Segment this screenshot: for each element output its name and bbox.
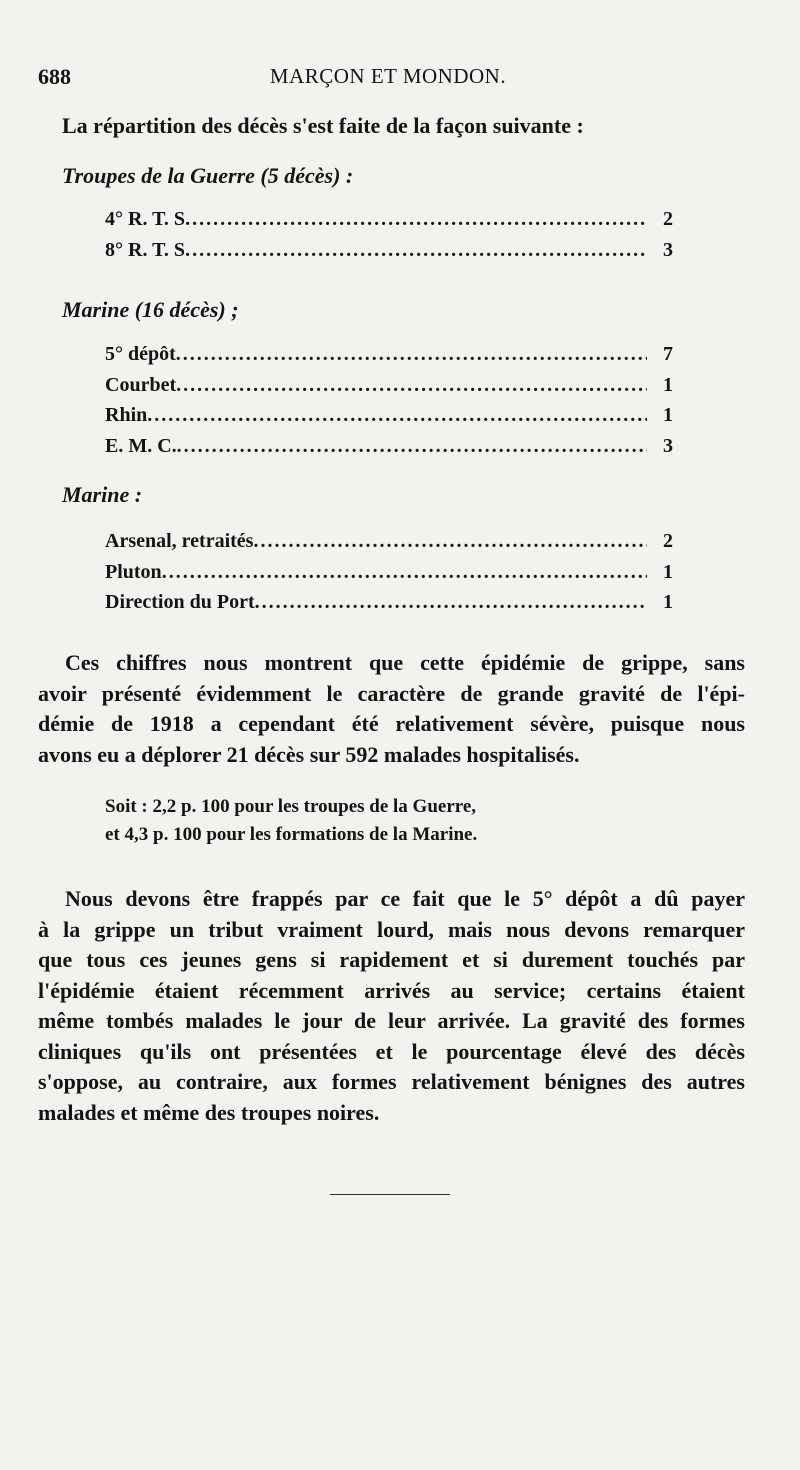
list-item xyxy=(105,530,673,561)
item-value: 7 xyxy=(663,343,673,365)
item-value: 1 xyxy=(663,591,673,613)
rate-line: et 4,3 p. 100 pour les formations de la Marine. xyxy=(105,824,478,845)
item-label: Direction du Port xyxy=(105,591,255,613)
dot-leader xyxy=(255,591,647,614)
text-line: s'oppose, au contraire, aux formes relativement bénignes des autres xyxy=(38,1069,745,1094)
text-line: même tombés malades le jour de leur arrivée. La gravité des formes xyxy=(38,1008,745,1033)
dot-leader xyxy=(185,239,647,262)
page-number: 688 xyxy=(38,64,71,89)
item-label: 4° R. T. S xyxy=(105,208,186,230)
text-line: Ces chiffres nous montrent que cette épidémie de grippe, sans xyxy=(65,650,745,675)
text-line: que tous ces jeunes gens si rapidement et si durement touchés par xyxy=(38,947,745,972)
item-label: E. M. C. xyxy=(105,434,177,457)
dot-leader xyxy=(176,374,647,397)
item-label: Rhin xyxy=(105,404,148,426)
item-value: 1 xyxy=(663,560,673,583)
text-line: à la grippe un tribut vraiment lourd, mais nous devons remarquer xyxy=(38,916,745,942)
mortality-rates xyxy=(105,793,477,849)
item-value: 3 xyxy=(663,238,673,261)
dot-leader xyxy=(177,435,647,458)
item-label: 8° R. T. S xyxy=(105,238,186,261)
list-item xyxy=(105,435,673,466)
death-list-troupes-guerre xyxy=(105,208,673,269)
intro-sentence: La répartition des décès s'est faite de la façon suivante : xyxy=(62,113,584,138)
text-line: cliniques qu'ils ont présentées et le pourcentage élevé des décès xyxy=(38,1038,745,1064)
item-label: Pluton xyxy=(105,560,162,583)
group-title-marine-16: Marine (16 décès) ; xyxy=(62,297,239,322)
dot-leader xyxy=(185,208,647,231)
death-list-marine xyxy=(105,530,673,622)
list-item xyxy=(105,404,673,435)
list-item xyxy=(105,239,673,270)
list-item xyxy=(105,343,673,374)
list-item xyxy=(105,208,673,239)
text-line: avons eu a déplorer 21 décès sur 592 malades hospitalisés. xyxy=(38,741,580,767)
text-line: malades et même des troupes noires. xyxy=(38,1099,380,1125)
item-label: Arsenal, retraités xyxy=(105,530,254,552)
dot-leader xyxy=(147,404,647,427)
section-end-rule xyxy=(330,1194,450,1195)
paragraph-depot-observation xyxy=(38,884,745,1128)
dot-leader xyxy=(253,530,647,553)
group-title-marine: Marine : xyxy=(62,482,143,507)
text-line: démie de 1918 a cependant été relativement sévère, puisque nous xyxy=(38,711,745,736)
item-label: Courbet xyxy=(105,373,177,396)
list-item xyxy=(105,374,673,405)
paragraph-epidemic-severity xyxy=(38,648,745,770)
text-line: l'épidémie étaient récemment arrivés au service; certains étaient xyxy=(38,977,745,1003)
list-item xyxy=(105,591,673,622)
rate-line: Soit : 2,2 p. 100 pour les troupes de la Guerre, xyxy=(105,796,477,817)
page-header xyxy=(38,64,738,94)
list-item xyxy=(105,561,673,592)
item-value: 1 xyxy=(663,373,673,396)
running-head: MARÇON ET MONDON. xyxy=(269,64,507,88)
dot-leader xyxy=(176,343,647,366)
item-value: 3 xyxy=(663,434,673,457)
item-label: 5° dépôt xyxy=(105,343,176,365)
group-title-troupes-guerre: Troupes de la Guerre (5 décès) : xyxy=(62,163,354,188)
item-value: 2 xyxy=(663,208,673,230)
death-list-marine-16 xyxy=(105,343,673,465)
dot-leader xyxy=(162,561,647,584)
text-line: Nous devons être frappés par ce fait que le 5° dépôt a dû payer xyxy=(65,886,745,911)
text-line: avoir présenté évidemment le caractère de grande gravité de l'épi- xyxy=(38,680,745,706)
item-value: 1 xyxy=(663,404,673,426)
item-value: 2 xyxy=(663,530,673,552)
